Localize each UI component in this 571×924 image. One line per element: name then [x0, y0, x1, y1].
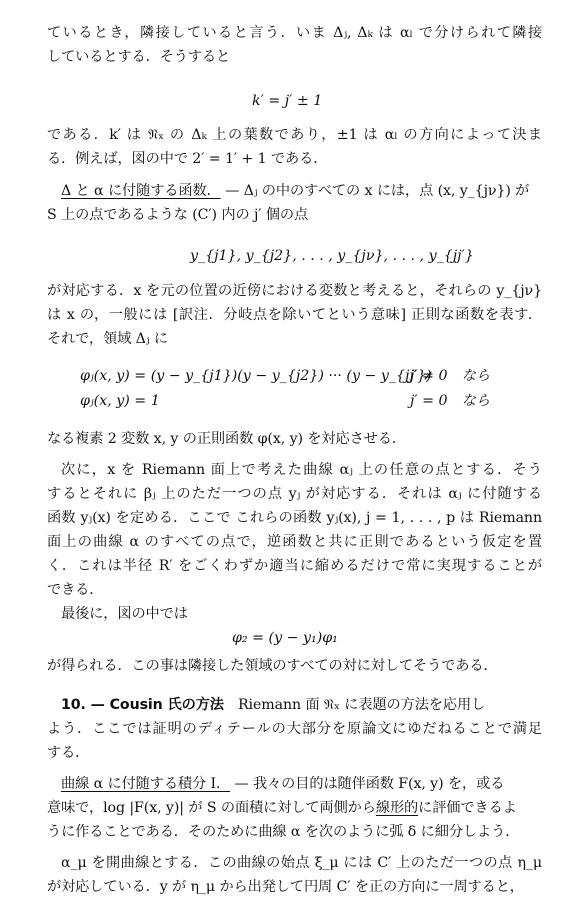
text-line: が対応する．x を元の位置の近傍における変数と考えると，それらの y_{jν}: [47, 283, 542, 299]
equation-y-sequence: y_{j1}, y_{j2}, . . . , y_{jν}, . . . , y_{jj′}: [190, 248, 474, 264]
paragraph-heading-line: [61, 180, 542, 202]
section-text: Riemann 面 𝔑ₓ に表題の方法を応用し: [223, 697, 486, 713]
section-title: — Cousin 氏の方法: [85, 697, 224, 713]
text-line: が対応している．y が η_μ から出発して円周 C′ を正の方向に一周すると，: [47, 879, 524, 895]
text-line: ているとき，隣接していると言う．いま Δⱼ, Δₖ は αₗ で分けられて隣接: [47, 25, 542, 41]
text-line: しているとする．そうすると: [47, 49, 231, 65]
text-line: よう．ここでは証明のディテールの大部分を原論文にゆだねることで満足: [47, 721, 542, 737]
text-line: するとそれに βⱼ 上のただ一つの点 yⱼ が対応する．それは αⱼ に付随する: [47, 486, 542, 502]
text-line: である．k′ は 𝔑ₓ の Δₖ 上の葉数であり，±1 は αₗ の方向によって決ま: [47, 127, 542, 143]
equation-condition: j′ = 0 なら: [410, 393, 491, 409]
underlined-heading: 曲線 α に付随する積分 I．: [61, 776, 231, 792]
section-number: 10.: [61, 697, 86, 713]
text-line: る．例えば，図の中で 2′ = 1′ + 1 である．: [47, 151, 328, 167]
paragraph-heading-line: [61, 773, 542, 795]
heading-continuation: — Δⱼ の中のすべての x には，点 (x, y_{jν}) が: [220, 183, 530, 199]
text-line: 最後に，図の中では: [61, 606, 188, 622]
underlined-heading: Δ と α に付随する函数．: [61, 183, 221, 199]
text-line: する．: [47, 745, 90, 761]
text-line: 面上の曲線 α のすべての点で，逆函数と共に正則であるという仮定を置: [47, 534, 542, 550]
underlined-term: 線形的: [375, 800, 419, 816]
text-span: 意味で，log |F(x, y)| が S の面積に対して両側から: [47, 800, 376, 816]
text-line: [47, 797, 542, 819]
text-line: うに作ることである．そのために曲線 α を次のように弧 δ に細分しよう．: [47, 824, 520, 840]
text-line: なる複素 2 変数 x, y の正則函数 φ(x, y) を対応させる．: [47, 431, 406, 447]
text-line: は x の，一般には [訳注．分岐点を除いてという意味] 正則な函数を表す．: [47, 307, 542, 323]
text-line: 次に，x を Riemann 面上で考えた曲線 αⱼ 上の任意の点とする．そう: [61, 462, 542, 478]
text-span: に評価できるよ: [418, 800, 517, 816]
text-line: く．これは半径 R′ をごくわずか適当に縮めるだけで常に実現することが: [47, 558, 542, 574]
text-line: が得られる．この事は隣接した領域のすべての対に対してそうである．: [47, 658, 498, 674]
equation-k-prime: k′ = j′ ± 1: [252, 93, 323, 109]
equation-phi2: φ₂ = (y − y₁)φ₁: [232, 630, 338, 646]
text-line: 函数 yⱼ(x) を定める．ここで これらの函数 yⱼ(x), j = 1, . . . , p は Riemann: [47, 510, 542, 526]
text-line: α_μ を開曲線とする．この曲線の始点 ξ_μ には C′ 上のただ一つの点 η_μ: [61, 855, 542, 871]
text-line: S 上の点であるような (C′) 内の j′ 個の点: [47, 207, 309, 223]
section-heading-line: [61, 694, 542, 716]
equation-phi-product: φⱼ(x, y) = (y − y_{j1})(y − y_{j2}) ··· (y − y_{jj′}): [80, 368, 432, 384]
equation-phi-one: φⱼ(x, y) = 1: [80, 393, 160, 409]
text-line: できる．: [47, 582, 104, 598]
heading-continuation: — 我々の目的は随伴函数 F(x, y) を，或る: [230, 776, 505, 792]
text-line: それで，領域 Δⱼ に: [47, 331, 168, 347]
equation-condition: j′ ≠ 0 なら: [410, 368, 491, 384]
